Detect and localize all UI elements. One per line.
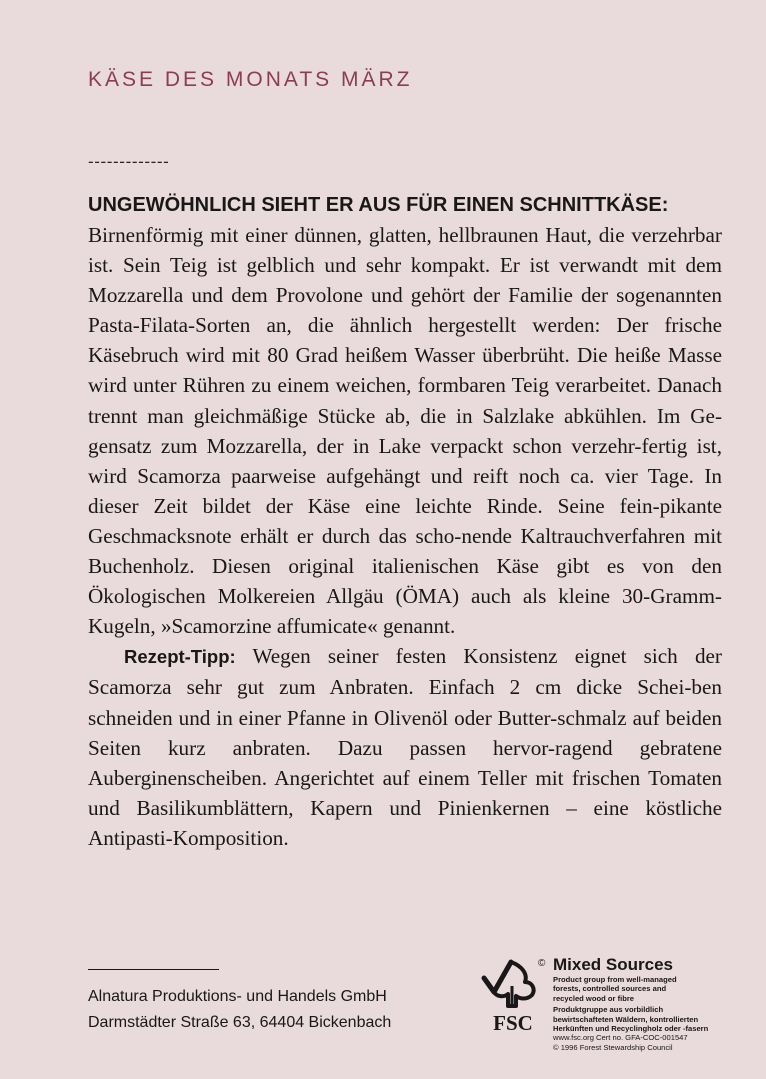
fsc-logo-text: FSC [493,1011,533,1035]
text-line: Birnenförmig mit einer dünnen, glatten, hellbraunen Haut, die [88,223,625,247]
fsc-en-line: Product group from well-managed [553,975,677,984]
fsc-title: Mixed Sources [553,955,673,974]
footer-rule [88,969,219,970]
page-title: KÄSE DES MONATS MÄRZ [88,68,413,91]
text-line: verzehrbar ist. Sein Teig ist gelblich und sehr kompakt. Er ist [88,223,722,278]
recipe-tip-paragraph [88,641,722,853]
text-line: schmalz auf beiden Seiten kurz anbraten. Dazu passen hervor- [88,705,723,760]
fsc-copyright: © 1996 Forest Stewardship Council [553,1042,673,1052]
fsc-de-line: Herkünften und Recyclingholz oder -fasern [553,1024,709,1034]
fsc-checkmark-tree-icon [478,956,548,1036]
footer-address [88,984,391,1036]
text-line: ragend gebratene Auberginenscheiben. Angerichtet auf einem [88,735,722,790]
text-line: ca. vier Tage. In dieser Zeit bildet der Käse eine leichte Rinde. [88,463,722,518]
text-line: fertig ist, wird Scamorza paarweise aufgehängt und reift noch [88,433,722,488]
text-line: verwandt mit dem Mozzarella und dem Provolone und gehört [88,253,722,308]
fsc-en-line: forests, controlled sources and [553,984,667,994]
text-line: Allgäu (ÖMA) auch als kleine 30-Gramm-Kugeln, »Scamorzine [88,584,722,639]
dashed-divider: ------------- [88,152,170,171]
recipe-tip-label: Rezept-Tipp: [124,646,236,668]
text-line: affumicate« genannt. [276,614,456,639]
text-line: und Pinienkernen – eine köstliche Antipasti-Komposition. [88,795,723,850]
article-paragraph [88,220,722,641]
company-address: Darmstädter Straße 63, 64404 Bickenbach [88,1014,392,1031]
article [88,190,722,853]
text-line: ben schneiden und in einer Pfanne in Olivenöl oder Butter- [88,675,722,730]
text-line: hergestellt werden: Der frische Käsebruch wird mit 80 Grad [88,313,723,368]
article-heading: UNGEWÖHNLICH SIEHT ER AUS FÜR EINEN SCHNITTKÄSE: [88,194,669,216]
text-line: Teller mit frischen Tomaten und Basilikumblättern, Kapern [88,765,722,820]
fsc-label [553,955,733,1052]
text-line: Wegen seiner festen Konsistenz eignet sich [235,644,678,669]
text-line: der Familie der sogenannten Pasta-Filata-Sorten an, die ähnlich [88,283,722,338]
fsc-de-line: Produktgruppe aus vorbildlich [553,1005,664,1015]
fsc-en-line: recycled wood or fibre [553,993,635,1003]
company-name: Alnatura Produktions- und Handels GmbH [88,988,387,1005]
text-line: gensatz zum Mozzarella, der in Lake verpackt schon verzehr- [88,433,642,458]
fsc-registered-mark: © [538,958,546,969]
text-line: zu einem weichen, formbaren Teig verarbeitet. Danach trennt [88,373,722,428]
fsc-cert-line: www.fsc.org Cert no. GFA-COC-001547 [553,1033,688,1043]
text-line: italienischen Käse gibt es von den Ökologischen Molkereien [88,554,723,609]
fsc-de-line: bewirtschafteten Wäldern, kontrollierten [553,1014,699,1024]
text-line: der Scamorza sehr gut zum Anbraten. Einfach 2 cm dicke Schei- [88,644,722,700]
text-line: Seine fein-pikante Geschmacksnote erhält er durch das scho- [88,493,723,548]
text-line: nende Kaltrauchverfahren mit Buchenholz. Diesen original [88,523,722,579]
text-line: man gleichmäßige Stücke ab, die in Salzlake abkühlen. Im Ge- [147,403,723,428]
text-line: heißem Wasser überbrüht. Die heiße Masse wird unter Rühren [88,343,722,398]
